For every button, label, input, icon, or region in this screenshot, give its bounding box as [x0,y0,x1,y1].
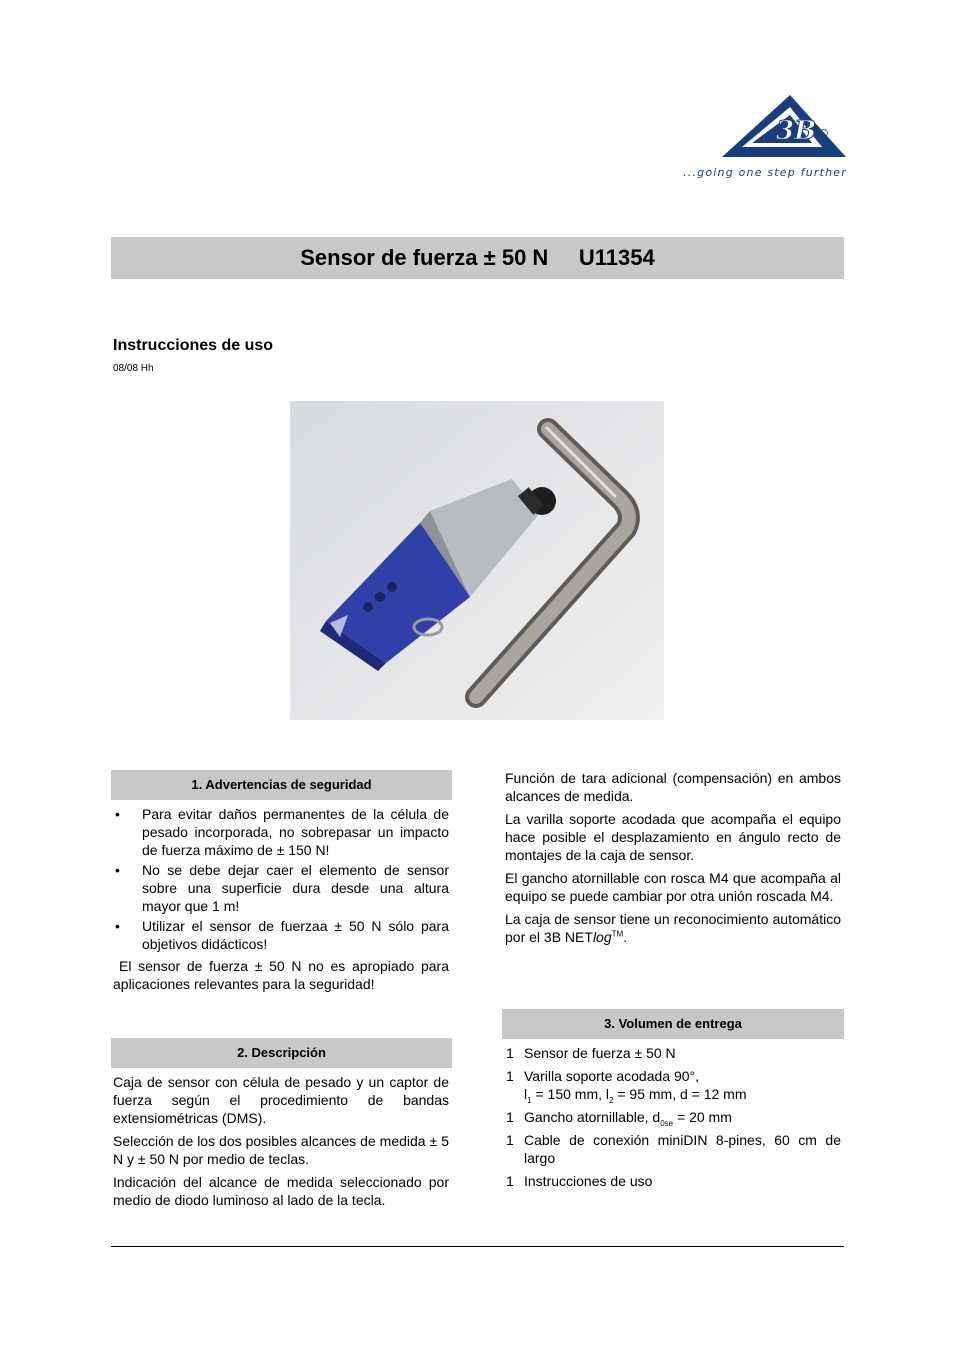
description-paragraph: Caja de sensor con célula de pesado y un captor de fuerza según el procedimiento de bandas extensiométricas (DMS). [113,1074,449,1126]
delivery-item: 1 Cable de conexión miniDIN 8-pines, 60 cm de largo [506,1132,841,1166]
section-heading-description: 2. Descripción [111,1038,452,1068]
section-heading-delivery: 3. Volumen de entrega [502,1009,844,1039]
delivery-item: 1 Instrucciones de uso [506,1173,653,1189]
document-date: 08/08 Hh [113,363,154,374]
document-subtitle: Instrucciones de uso [113,337,274,354]
bullet-icon: • [115,806,120,822]
product-photo [290,401,664,720]
netlog-paragraph: La caja de sensor tiene un reconocimiento automático por el 3B NETlog™. [505,911,841,945]
description-paragraph: Indicación del alcance de medida seleccionado por medio de diodo luminoso al lado de la tecla. [113,1174,449,1208]
feature-paragraph: El gancho atornillable con rosca M4 que acompaña al equipo se puede cambiar por otra unión roscada M4. [505,870,841,904]
logo-tagline: ...going one step further [683,166,847,179]
safety-note: El sensor de fuerza ± 50 N no es apropiado para aplicaciones relevantes para la seguridad! [113,958,449,992]
footer-divider [111,1246,844,1247]
safety-bullet: • Para evitar daños permanentes de la célula de pesado incorporada, no sobrepasar un impacto de fuerza máximo de ± 150 N! [115,806,449,858]
safety-bullet: • No se debe dejar caer el elemento de sensor sobre una superficie dura desde una altura mayor que 1 m! [115,862,449,914]
section-heading-safety: 1. Advertencias de seguridad [111,770,452,800]
safety-section [111,800,452,993]
description-paragraph: Selección de los dos posibles alcances de medida ± 5 N y ± 50 N por medio de teclas. [113,1133,449,1167]
product-name: Sensor de fuerza ± 50 N [300,245,549,270]
delivery-section [502,1039,844,1190]
right-column-text [505,769,841,951]
document-title [111,237,844,279]
feature-paragraph: La varilla soporte acodada que acompaña el equipo hace posible el desplazamiento en ángulo recto de montajes de la caja de sensor. [505,811,841,863]
safety-bullet: • Utilizar el sensor de fuerzaa ± 50 N sólo para objetivos didácticos! [115,918,449,952]
delivery-item: 1 Gancho atornillable, $d_{0se} = 20$ mm [506,1109,732,1128]
feature-paragraph: Función de tara adicional (compensación) en ambos alcances de medida. [505,770,841,804]
description-section [111,1068,452,1209]
delivery-item: 1 Varilla soporte acodada 90°, $l_1 = 150$ mm, $l_2 = 95$ mm, d = 12 mm [506,1068,747,1105]
bullet-icon: • [115,862,120,878]
delivery-item: 1 Sensor de fuerza ± 50 N [506,1045,676,1061]
product-code: U11354 [578,245,655,270]
logo-brand-text: 3B [776,116,817,146]
bullet-icon: • [115,918,120,934]
